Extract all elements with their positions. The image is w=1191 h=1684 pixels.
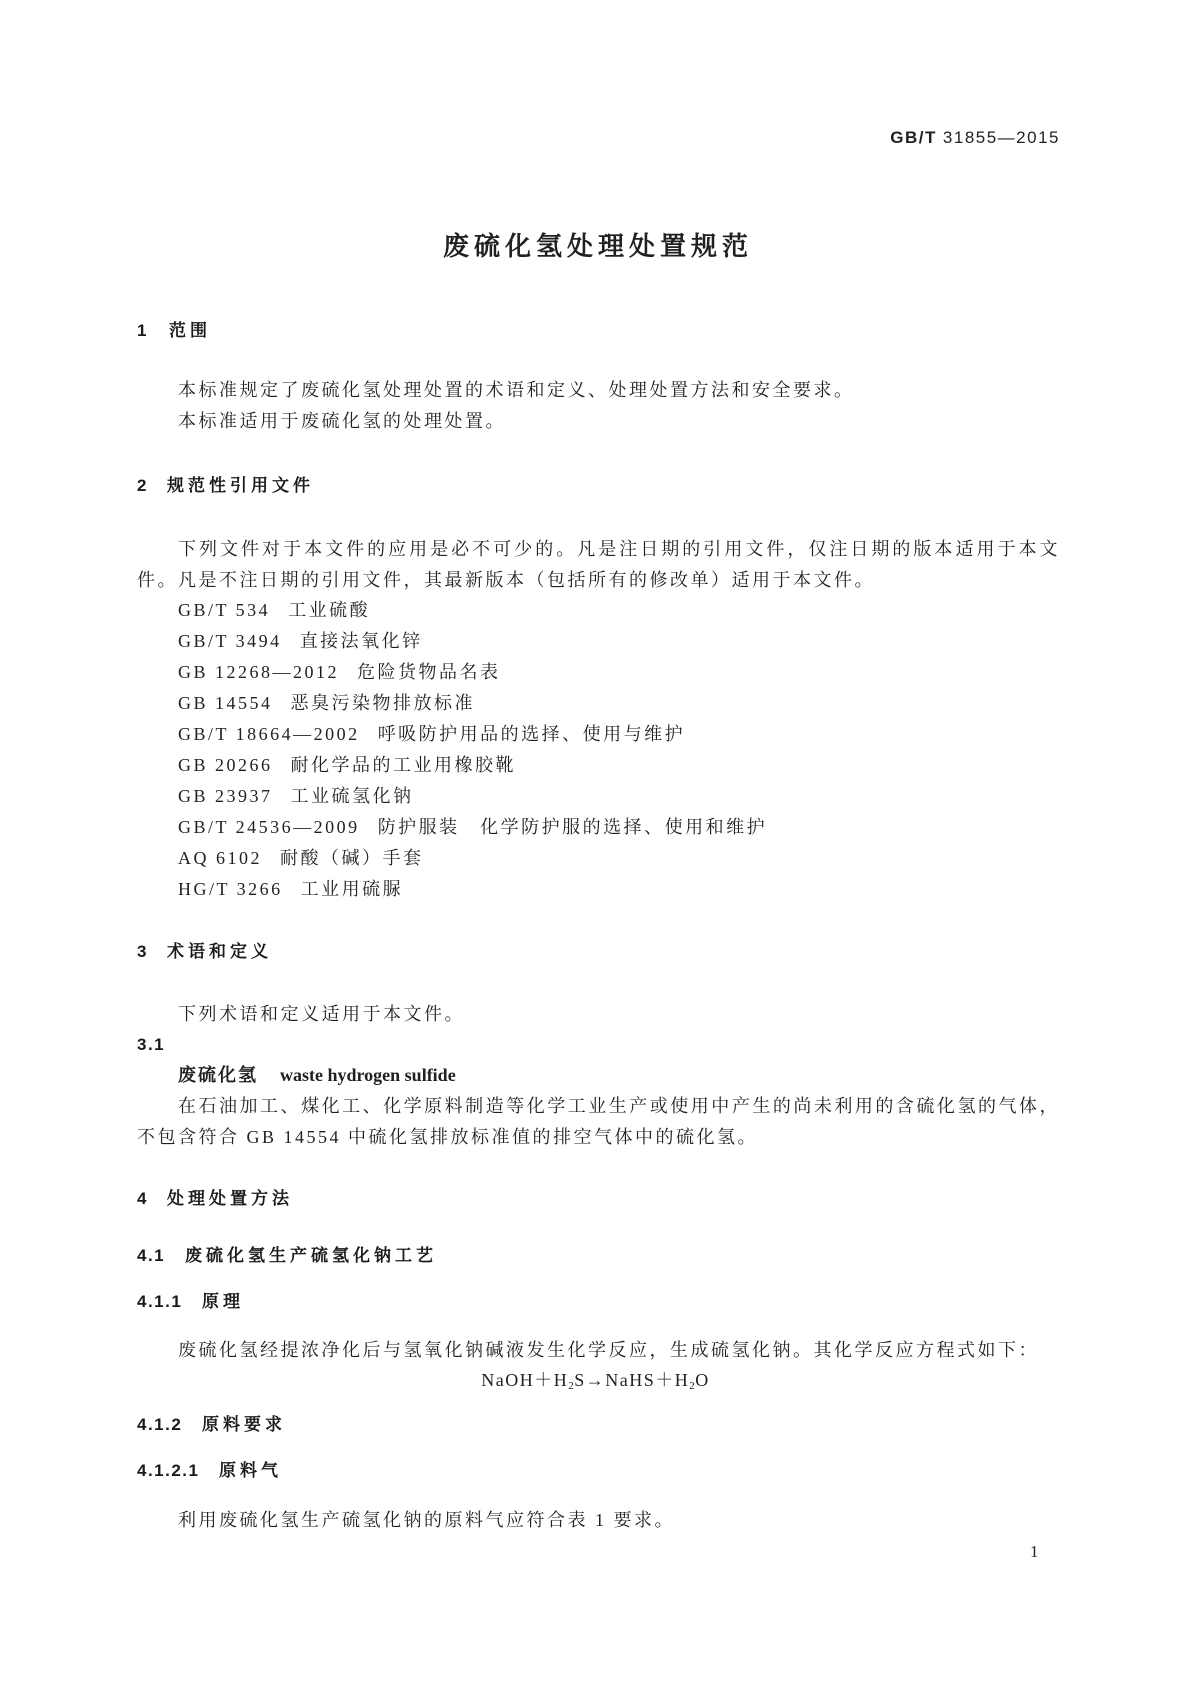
document-title: 废硫化氢处理处置规范 bbox=[442, 231, 753, 261]
reference-item bbox=[178, 848, 424, 868]
reference-code: GB 12268—2012 bbox=[178, 662, 340, 682]
section-4-number: 4 bbox=[137, 1189, 148, 1208]
reference-code: GB 20266 bbox=[178, 755, 273, 775]
scope-paragraph-1: 本标准规定了废硫化氢处理处置的术语和定义、处理处置方法和安全要求。 bbox=[178, 380, 855, 400]
references-intro-line-2: 件。凡是不注日期的引用文件，其最新版本（包括所有的修改单）适用于本文件。 bbox=[137, 570, 875, 590]
reference-title: 危险货物品名表 bbox=[357, 662, 501, 682]
reference-title: 工业用硫脲 bbox=[300, 879, 404, 899]
references-intro-line-1: 下列文件对于本文件的应用是必不可少的。凡是注日期的引用文件，仅注日期的版本适用于本文 bbox=[178, 539, 1060, 559]
section-1-title: 范围 bbox=[169, 321, 211, 340]
clause-4-1-1-title: 原理 bbox=[202, 1292, 244, 1311]
reference-code: GB/T 24536—2009 bbox=[178, 817, 360, 837]
section-2-number: 2 bbox=[137, 476, 148, 495]
section-3-number: 3 bbox=[137, 942, 148, 961]
term-definition-line-2: 不包含符合 GB 14554 中硫化氢排放标准值的排空气体中的硫化氢。 bbox=[137, 1127, 759, 1147]
clause-4-1-title: 废硫化氢生产硫氢化钠工艺 bbox=[185, 1246, 437, 1265]
section-3-heading bbox=[137, 942, 272, 963]
reference-title: 工业硫氢化钠 bbox=[290, 786, 414, 806]
clause-4-1-2-title: 原料要求 bbox=[202, 1415, 286, 1434]
clause-4-1-heading bbox=[137, 1246, 437, 1267]
reference-code: GB 14554 bbox=[178, 693, 273, 713]
terms-intro: 下列术语和定义适用于本文件。 bbox=[178, 1004, 465, 1024]
reference-title: 恶臭污染物排放标准 bbox=[290, 693, 476, 713]
term-number-label: 3.1 bbox=[137, 1035, 166, 1054]
scope-paragraph-2: 本标准适用于废硫化氢的处理处置。 bbox=[178, 411, 506, 431]
term-chinese: 废硫化氢 bbox=[178, 1065, 258, 1085]
reference-title: 耐化学品的工业用橡胶靴 bbox=[290, 755, 517, 775]
section-2-title: 规范性引用文件 bbox=[167, 476, 314, 495]
reference-item bbox=[178, 693, 475, 713]
standard-code-header bbox=[890, 128, 1060, 148]
equation-part: S→NaHS＋H bbox=[574, 1370, 690, 1390]
reference-code: GB/T 3494 bbox=[178, 631, 282, 651]
clause-4-1-2-number: 4.1.2 bbox=[137, 1415, 183, 1434]
chemical-equation bbox=[0, 1370, 1191, 1396]
clause-4-1-2-1-title: 原料气 bbox=[219, 1461, 282, 1480]
section-4-title: 处理处置方法 bbox=[167, 1189, 293, 1208]
clause-4-1-2-heading bbox=[137, 1415, 286, 1436]
standard-prefix: GB/T bbox=[890, 128, 937, 147]
feed-gas-paragraph: 利用废硫化氢生产硫氢化钠的原料气应符合表 1 要求。 bbox=[178, 1510, 675, 1530]
reference-title: 呼吸防护用品的选择、使用与维护 bbox=[377, 724, 686, 744]
reference-title: 直接法氧化锌 bbox=[299, 631, 423, 651]
term-entry bbox=[178, 1065, 456, 1085]
reference-code: GB 23937 bbox=[178, 786, 273, 806]
reference-item bbox=[178, 600, 370, 620]
clause-4-1-2-1-number: 4.1.2.1 bbox=[137, 1461, 200, 1480]
principle-paragraph: 废硫化氢经提浓净化后与氢氧化钠碱液发生化学反应，生成硫氢化钠。其化学反应方程式如下： bbox=[178, 1340, 1039, 1360]
reference-item bbox=[178, 879, 403, 899]
term-number bbox=[137, 1035, 165, 1056]
page-number: 1 bbox=[1030, 1542, 1039, 1561]
reference-code: AQ 6102 bbox=[178, 848, 262, 868]
clause-4-1-1-number: 4.1.1 bbox=[137, 1292, 183, 1311]
reference-title: 耐酸（碱）手套 bbox=[280, 848, 424, 868]
reference-code: GB/T 18664—2002 bbox=[178, 724, 360, 744]
term-english: waste hydrogen sulfide bbox=[280, 1065, 456, 1085]
reference-item bbox=[178, 631, 423, 651]
section-2-heading bbox=[137, 476, 314, 497]
reference-code: HG/T 3266 bbox=[178, 879, 283, 899]
reference-item bbox=[178, 662, 501, 682]
reference-code: GB/T 534 bbox=[178, 600, 271, 620]
section-1-heading bbox=[137, 321, 211, 342]
equation-subscript: 2 bbox=[689, 1380, 696, 1392]
equation-part: O bbox=[695, 1370, 710, 1390]
term-definition-line-1: 在石油加工、煤化工、化学原料制造等化学工业生产或使用中产生的尚未利用的含硫化氢的气体， bbox=[178, 1096, 1060, 1116]
reference-item bbox=[178, 724, 685, 744]
reference-item bbox=[178, 786, 414, 806]
reference-item bbox=[178, 755, 516, 775]
section-1-number: 1 bbox=[137, 321, 148, 340]
equation-part: NaOH＋H bbox=[481, 1370, 569, 1390]
standard-number: 31855—2015 bbox=[942, 128, 1060, 147]
clause-4-1-2-1-heading bbox=[137, 1461, 282, 1482]
section-3-title: 术语和定义 bbox=[167, 942, 272, 961]
clause-4-1-number: 4.1 bbox=[137, 1246, 166, 1265]
reference-title: 工业硫酸 bbox=[288, 600, 371, 620]
equation-subscript: 2 bbox=[568, 1380, 575, 1392]
clause-4-1-1-heading bbox=[137, 1292, 244, 1313]
reference-title: 防护服装 化学防护服的选择、使用和维护 bbox=[377, 817, 768, 837]
reference-item bbox=[178, 817, 767, 837]
section-4-heading bbox=[137, 1189, 293, 1210]
